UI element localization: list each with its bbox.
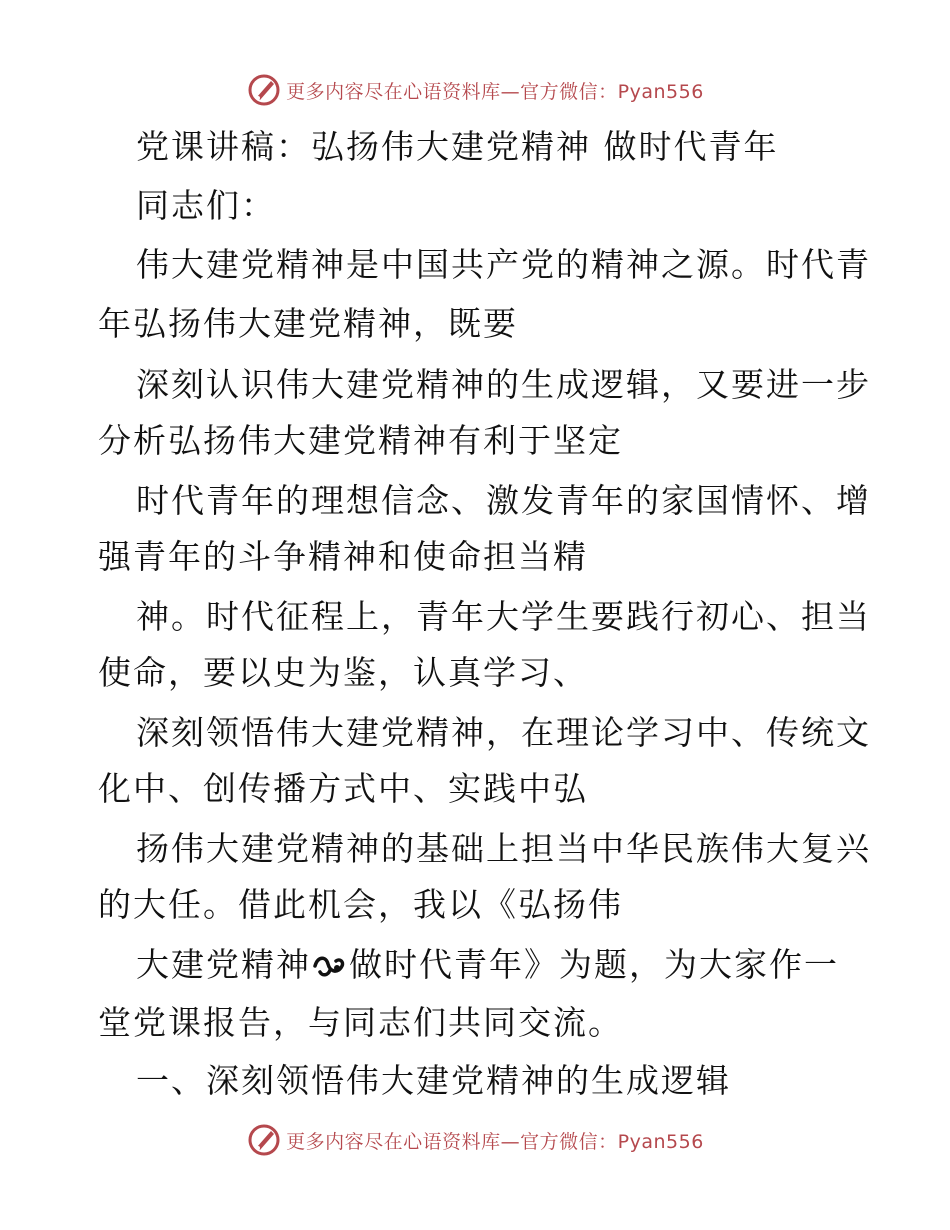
- section-heading: 一、深刻领悟伟大建党精神的生成逻辑: [136, 1061, 731, 1100]
- text-line: 神。时代征程上，青年大学生要践行初心、担当: [136, 597, 871, 636]
- text-line: 伟大建党精神是中国共产党的精神之源。时代青: [136, 245, 871, 284]
- text-line: 化中、创传播方式中、实践中弘: [98, 769, 588, 808]
- text-line: 堂党课报告，与同志们共同交流。: [98, 1003, 623, 1042]
- text-line: 深刻领悟伟大建党精神，在理论学习中、传统文: [136, 713, 871, 752]
- salutation: 同志们：: [136, 186, 276, 225]
- text-line: 时代青年的理想信念、激发青年的家国情怀、增: [136, 481, 871, 520]
- footer-watermark: [0, 1120, 950, 1160]
- text-line: 使命，要以史为鉴，认真学习、: [98, 653, 588, 692]
- text-segment: 做时代青年》为题，为大家作一: [349, 945, 839, 984]
- text-line: 的大任。借此机会，我以《弘扬伟: [98, 885, 623, 924]
- text-segment: 大建党精神: [136, 945, 311, 984]
- text-line: 扬伟大建党精神的基础上担当中华民族伟大复兴: [136, 829, 871, 868]
- pen-logo-icon: [246, 72, 282, 108]
- pen-logo-icon: [246, 1122, 282, 1158]
- watermark-text: 更多内容尽在心语资料库—官方微信：Pyan556: [286, 1130, 704, 1153]
- text-line: 分析弘扬伟大建党精神有利于坚定: [98, 421, 623, 460]
- ornament-symbol-icon: [312, 952, 348, 980]
- text-line-with-symbol: [136, 945, 839, 984]
- document-title: 党课讲稿：弘扬伟大建党精神 做时代青年: [136, 127, 779, 166]
- header-watermark: [0, 70, 950, 110]
- text-line: 年弘扬伟大建党精神，既要: [98, 304, 518, 343]
- text-line: 强青年的斗争精神和使命担当精: [98, 537, 588, 576]
- watermark-text: 更多内容尽在心语资料库—官方微信：Pyan556: [286, 80, 704, 103]
- text-line: 深刻认识伟大建党精神的生成逻辑，又要进一步: [136, 365, 871, 404]
